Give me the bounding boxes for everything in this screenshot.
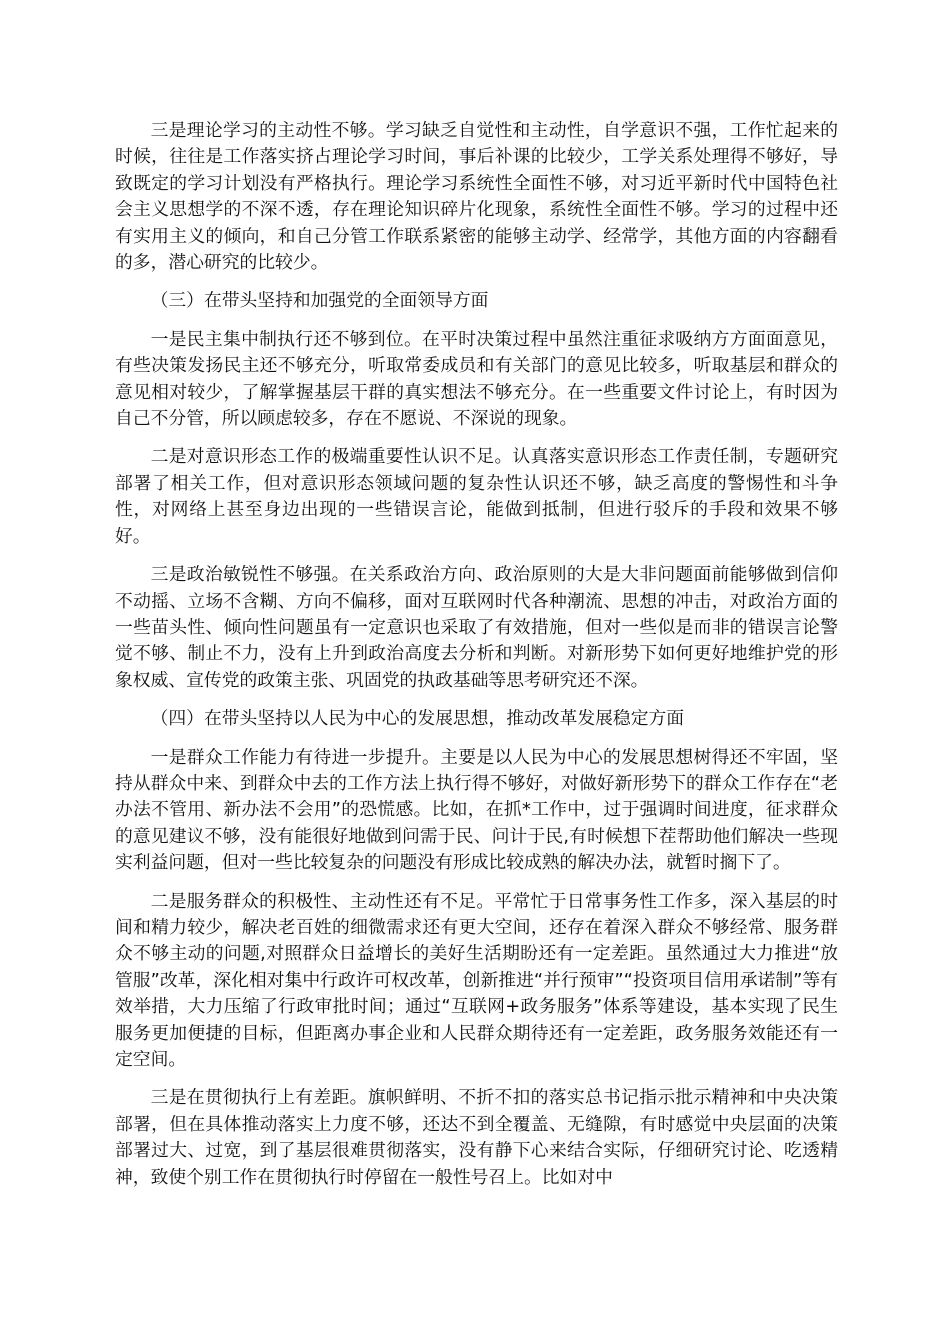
paragraph-implementation-gap: 三是在贯彻执行上有差距。旗帜鲜明、不折不扣的落实总书记指示批示精神和中央决策部署，但在具体推动落实上力度不够，还达不到全覆盖、无缝隙，有时感觉中央层面的决策部署过大、过宽，到了基层很难贯彻落实，没有静下心来结合实际，仔细研究讨论、吃透精神，致使个别工作在贯彻执行时停留在一般性号召上。比如对中 (115, 1087, 838, 1188)
paragraph-political-sensitivity: 三是政治敏锐性不够强。在关系政治方向、政治原则的大是大非问题面前能够做到信仰不动摇、立场不含糊、方向不偏移，面对互联网时代各种潮流、思想的冲击，对政治方面的一些苗头性、倾向性问题虽有一定意识也采取了有效措施，但对一些似是而非的错误言论警觉不够、制止不力，没有上升到政治高度去分析和判断。对新形势下如何更好地维护党的形象权威、宣传党的政策主张、巩固党的执政基础等思考研究还不深。 (115, 564, 838, 691)
section-heading-party-leadership: （三）在带头坚持和加强党的全面领导方面 (150, 290, 489, 312)
section-heading-people-centered: （四）在带头坚持以人民为中心的发展思想，推动改革发展稳定方面 (150, 708, 685, 730)
paragraph-ideology-work: 二是对意识形态工作的极端重要性认识不足。认真落实意识形态工作责任制，专题研究部署了相关工作，但对意识形态领域问题的复杂性认识还不够，缺乏高度的警惕性和斗争性，对网络上甚至身边出现的一些错误言论，能做到抵制，但进行驳斥的手段和效果不够好。 (115, 446, 838, 547)
paragraph-democratic-centralism: 一是民主集中制执行还不够到位。在平时决策过程中虽然注重征求吸纳方方面面意见，有些决策发扬民主还不够充分，听取常委成员和有关部门的意见比较多，听取基层和群众的意见相对较少，了解掌握基层干群的真实想法不够充分。在一些重要文件讨论上，有时因为自己不分管，所以顾虑较多，存在不愿说、不深说的现象。 (115, 328, 838, 430)
paragraph-mass-work: 一是群众工作能力有待进一步提升。主要是以人民为中心的发展思想树得还不牢固，坚持从群众中来、到群众中去的工作方法上执行得不够好，对做好新形势下的群众工作存在“老办法不管用、新办法不会用”的恐慌感。比如，在抓*工作中，过于强调时间进度，征求群众的意见建议不够，没有能很好地做到问需于民、问计于民,有时候想下茬帮助他们解决一些现实利益问题，但对一些比较复杂的问题没有形成比较成熟的解决办法，就暂时搁下了。 (115, 746, 838, 874)
paragraph-serving-masses: 二是服务群众的积极性、主动性还有不足。平常忙于日常事务性工作多，深入基层的时间和精力较少，解决老百姓的细微需求还有更大空间，还存在着深入群众不够经常、服务群众不够主动的问题,对照群众日益增长的美好生活期盼还有一定差距。虽然通过大力推进“放管服”改革，深化相对集中行政许可权改革，创新推进“并行预审”“投资项目信用承诺制”等有效举措，大力压缩了行政审批时间；通过“互联网+政务服务”体系等建设，基本实现了民生服务更加便捷的目标，但距离办事企业和人民群众期待还有一定差距，政务服务效能还有一定空间。 (115, 890, 838, 1070)
document-page (115, 118, 838, 1203)
paragraph-theory-study: 三是理论学习的主动性不够。学习缺乏自觉性和主动性，自学意识不强，工作忙起来的时候，往往是工作落实挤占理论学习时间，事后补课的比较少，工学关系处理得不够好，导致既定的学习计划没有严格执行。理论学习系统性全面性不够，对习近平新时代中国特色社会主义思想学的不深不透，存在理论知识碎片化现象，系统性全面性不够。学习的过程中还有实用主义的倾向，和自己分管工作联系紧密的能够主动学、经常学，其他方面的内容翻看的多，潜心研究的比较少。 (115, 120, 838, 274)
